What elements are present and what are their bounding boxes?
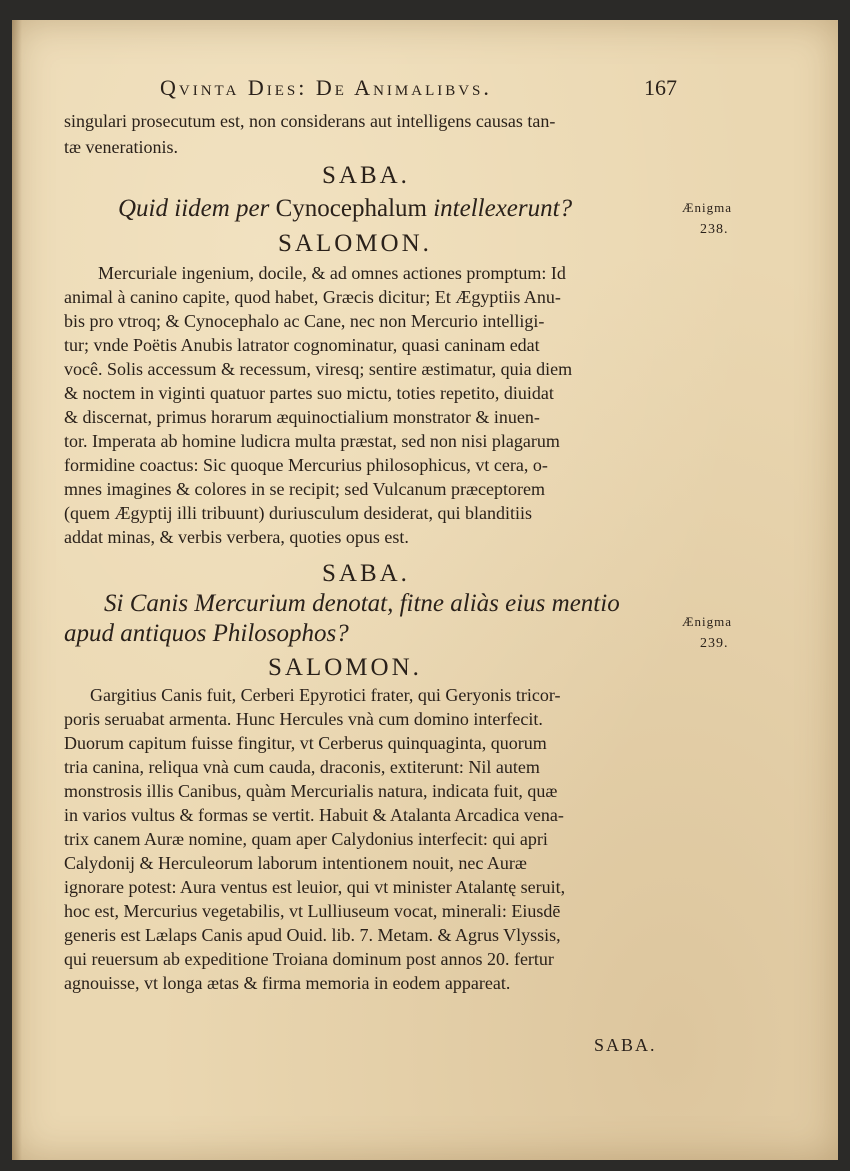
question-text: Quid iidem per xyxy=(118,195,276,222)
speaker-heading-saba: SABA. xyxy=(322,560,410,587)
margin-note xyxy=(682,614,732,652)
text-line: (quem Ægyptij illi tribuunt) duriusculum desiderat, qui blanditiis xyxy=(64,503,532,523)
speaker-heading-salomon: SALOMON. xyxy=(268,654,422,681)
running-title: Qvinta Dies: De Animalibvs. xyxy=(160,75,492,100)
text-line: animal à canino capite, quod habet, Græcis dicitur; Et Ægyptiis Anu- xyxy=(64,287,561,307)
catchword: SABA. xyxy=(594,1035,657,1055)
margin-label: Ænigma xyxy=(682,614,733,629)
text-line: tria canina, reliqua vnà cum cauda, draconis, extiterunt: Nil autem xyxy=(64,757,540,777)
margin-number: 238. xyxy=(700,222,729,237)
page-number: 167 xyxy=(644,75,677,100)
text-line: poris seruabat armenta. Hunc Hercules vnà cum domino interfecit. xyxy=(64,709,543,729)
text-line: bis pro vtroq; & Cynocephalo ac Cane, nec non Mercurio intelligi- xyxy=(64,311,545,331)
text-line: in varios vultus & formas se vertit. Habuit & Atalanta Arcadica vena- xyxy=(64,805,564,825)
text-line: qui reuersum ab expeditione Troiana dominum post annos 20. fertur xyxy=(64,949,554,969)
margin-note xyxy=(682,200,732,238)
text-line: hoc est, Mercurius vegetabilis, vt Lulliuseum vocat, minerali: Eiusdē xyxy=(64,901,561,921)
margin-number: 239. xyxy=(700,636,729,651)
text-line: Gargitius Canis fuit, Cerberi Epyrotici frater, qui Geryonis tricor- xyxy=(90,685,561,705)
page-gutter-shadow xyxy=(12,20,22,1160)
text-line: singulari prosecutum est, non considerans aut intelligens causas tan- xyxy=(64,111,556,131)
question-text: intellexerunt? xyxy=(426,195,573,222)
text-line: mnes imagines & colores in se recipit; sed Vulcanum præceptorem xyxy=(64,479,545,499)
text-line: generis est Lælaps Canis apud Ouid. lib. 7. Metam. & Agrus Vlyssis, xyxy=(64,925,561,945)
question-heading xyxy=(104,590,620,618)
text-line: addat minas, & verbis verbera, quoties opus est. xyxy=(64,527,409,547)
question-text: Si Canis Mercurium denotat, fitne aliàs eius mentio xyxy=(104,590,620,617)
text-line: você. Solis accessum & recessum, viresq; sentire æstimatur, quia diem xyxy=(64,359,573,379)
speaker-heading-salomon: SALOMON. xyxy=(278,230,432,257)
text-line: tur; vnde Poëtis Anubis latrator cognominatur, quasi caninam edat xyxy=(64,335,540,355)
text-line: tæ venerationis. xyxy=(64,137,178,157)
text-line: ignorare potest: Aura ventus est leuior, qui vt minister Atalantę seruit, xyxy=(64,877,566,897)
text-line: & noctem in viginti quatuor partes suo mictu, toties repetito, diuidat xyxy=(64,383,554,403)
speaker-heading-saba: SABA. xyxy=(322,162,410,189)
question-heading xyxy=(118,195,572,223)
text-line: Duorum capitum fuisse fingitur, vt Cerberus quinquaginta, quorum xyxy=(64,733,547,753)
text-line: trix canem Auræ nomine, quam aper Calydonius interfecit: qui apri xyxy=(64,829,548,849)
question-heading-cont xyxy=(64,620,349,648)
text-line: Mercuriale ingenium, docile, & ad omnes actiones promptum: Id xyxy=(98,263,566,283)
text-line: monstrosis illis Canibus, quàm Mercurialis natura, indicata fuit, quæ xyxy=(64,781,558,801)
text-line: Calydonij & Herculeorum laborum intentionem nouit, nec Auræ xyxy=(64,853,527,873)
text-line: formidine coactus: Sic quoque Mercurius philosophicus, vt cera, o- xyxy=(64,455,548,475)
margin-label: Ænigma xyxy=(682,200,733,215)
text-line: & discernat, primus horarum æquinoctialium monstrator & inuen- xyxy=(64,407,540,427)
text-line: agnouisse, vt longa ætas & firma memoria in eodem appareat. xyxy=(64,973,511,993)
text-line: tor. Imperata ab homine ludicra multa præstat, sed non nisi plagarum xyxy=(64,431,560,451)
question-text: apud antiquos Philosophos? xyxy=(64,620,349,647)
book-page xyxy=(12,20,838,1160)
question-keyword: Cynocephalum xyxy=(275,195,427,222)
